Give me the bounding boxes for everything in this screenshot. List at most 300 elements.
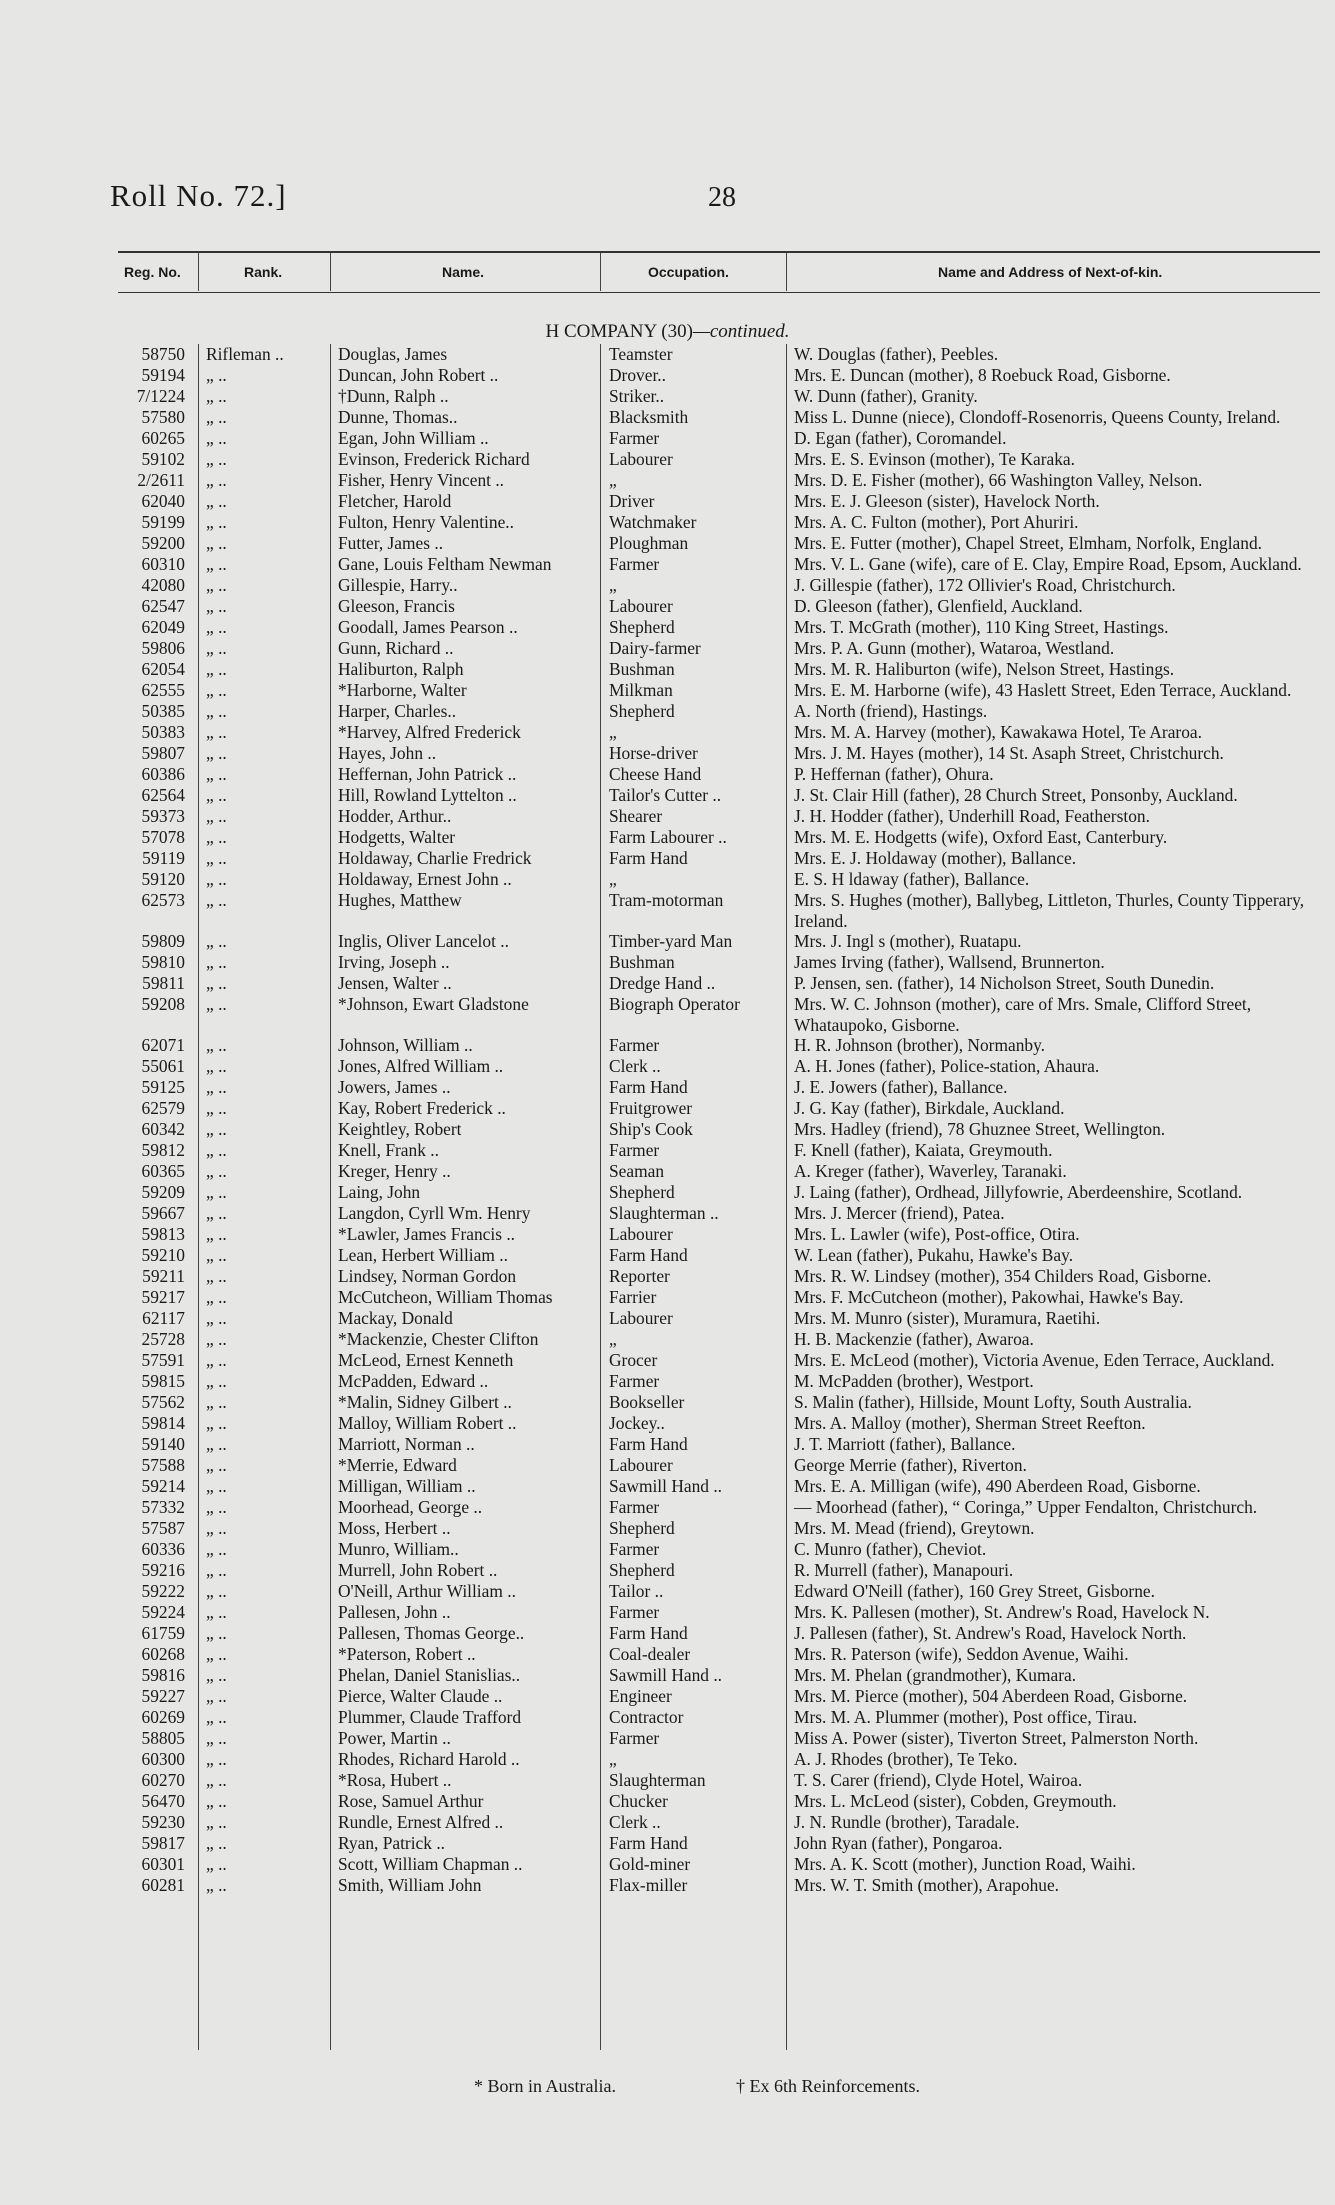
next-of-kin: Mrs. Hadley (friend), 78 Ghuznee Street, Wellington. bbox=[794, 1119, 1166, 1139]
next-of-kin: H. B. Mackenzie (father), Awaroa. bbox=[794, 1329, 1034, 1349]
next-of-kin: A. North (friend), Hastings. bbox=[794, 701, 988, 721]
next-of-kin: Mrs. L. McLeod (sister), Cobden, Greymouth. bbox=[794, 1791, 1117, 1811]
soldier-name: Keightley, Robert bbox=[338, 1119, 462, 1139]
occupation: Farm Labourer .. bbox=[609, 827, 727, 847]
reg-number: 25728 bbox=[141, 1329, 185, 1349]
reg-number: 59373 bbox=[141, 806, 185, 826]
reg-number: 60268 bbox=[141, 1644, 185, 1664]
next-of-kin: James Irving (father), Wallsend, Brunnerton. bbox=[794, 952, 1105, 972]
table-row bbox=[0, 890, 1335, 931]
reg-number: 58750 bbox=[141, 344, 185, 364]
occupation: Tram-motorman bbox=[609, 890, 724, 910]
occupation: Milkman bbox=[609, 680, 673, 700]
table-row bbox=[0, 407, 1335, 428]
next-of-kin: — Moorhead (father), “ Coringa,” Upper Fendalton, Christchurch. bbox=[794, 1497, 1258, 1517]
occupation: Dredge Hand .. bbox=[609, 973, 716, 993]
occupation: Labourer bbox=[609, 596, 673, 616]
reg-number: 59140 bbox=[141, 1434, 185, 1454]
soldier-name: Douglas, James bbox=[338, 344, 448, 364]
reg-number: 62579 bbox=[141, 1098, 185, 1118]
reg-number: 60342 bbox=[141, 1119, 185, 1139]
table-top-rule bbox=[118, 251, 1320, 253]
occupation: Tailor .. bbox=[609, 1581, 664, 1601]
next-of-kin: Mrs. E. McLeod (mother), Victoria Avenue, Eden Terrace, Auckland. bbox=[794, 1350, 1275, 1370]
table-row bbox=[0, 1539, 1335, 1560]
table-row bbox=[0, 994, 1335, 1035]
table-row bbox=[0, 1077, 1335, 1098]
table-row bbox=[0, 533, 1335, 554]
soldier-name: Inglis, Oliver Lancelot .. bbox=[338, 931, 509, 951]
occupation: Farmer bbox=[609, 1497, 660, 1517]
soldier-name: *Harvey, Alfred Frederick bbox=[338, 722, 521, 742]
occupation: Farmer bbox=[609, 1371, 660, 1391]
table-row bbox=[0, 1266, 1335, 1287]
soldier-name: *Merrie, Edward bbox=[338, 1455, 457, 1475]
rank: „ .. bbox=[206, 1245, 227, 1265]
footnote-born-australia: * Born in Australia. bbox=[474, 2076, 616, 2096]
reg-number: 59211 bbox=[142, 1266, 185, 1286]
soldier-name: Malloy, William Robert .. bbox=[338, 1413, 517, 1433]
rank: „ .. bbox=[206, 701, 227, 721]
next-of-kin: Mrs. P. A. Gunn (mother), Wataroa, Westland. bbox=[794, 638, 1115, 658]
occupation: Shepherd bbox=[609, 701, 675, 721]
table-row bbox=[0, 827, 1335, 848]
rank: „ .. bbox=[206, 386, 227, 406]
occupation: Labourer bbox=[609, 1455, 673, 1475]
next-of-kin: George Merrie (father), Riverton. bbox=[794, 1455, 1027, 1475]
occupation: „ bbox=[609, 722, 617, 742]
table-row bbox=[0, 1812, 1335, 1833]
table-row bbox=[0, 1623, 1335, 1644]
next-of-kin: Mrs. E. Duncan (mother), 8 Roebuck Road, Gisborne. bbox=[794, 365, 1171, 385]
rank: „ .. bbox=[206, 1392, 227, 1412]
table-row bbox=[0, 931, 1335, 952]
reg-number: 61759 bbox=[141, 1623, 185, 1643]
rank: „ .. bbox=[206, 1119, 227, 1139]
rank: „ .. bbox=[206, 931, 227, 951]
column-header-rank: Rank. bbox=[244, 264, 283, 280]
reg-number: 62555 bbox=[141, 680, 185, 700]
occupation: Gold-miner bbox=[609, 1854, 691, 1874]
soldier-name: Hughes, Matthew bbox=[338, 890, 462, 910]
soldier-name: *Rosa, Hubert .. bbox=[338, 1770, 452, 1790]
reg-number: 55061 bbox=[141, 1056, 185, 1076]
table-row bbox=[0, 449, 1335, 470]
rank: „ .. bbox=[206, 470, 227, 490]
rank: „ .. bbox=[206, 638, 227, 658]
table-row bbox=[0, 952, 1335, 973]
reg-number: 59814 bbox=[141, 1413, 185, 1433]
occupation: Drover.. bbox=[609, 365, 666, 385]
table-row bbox=[0, 1245, 1335, 1266]
soldier-name: Rose, Samuel Arthur bbox=[338, 1791, 484, 1811]
reg-number: 56470 bbox=[141, 1791, 185, 1811]
occupation: Farm Hand bbox=[609, 1077, 688, 1097]
table-row bbox=[0, 1875, 1335, 1896]
soldier-name: Irving, Joseph .. bbox=[338, 952, 450, 972]
next-of-kin: T. S. Carer (friend), Clyde Hotel, Wairoa. bbox=[794, 1770, 1083, 1790]
next-of-kin: Mrs. F. McCutcheon (mother), Pakowhai, Hawke's Bay. bbox=[794, 1287, 1184, 1307]
rank: „ .. bbox=[206, 407, 227, 427]
reg-number: 57591 bbox=[141, 1350, 185, 1370]
next-of-kin: Mrs. A. C. Fulton (mother), Port Ahuriri. bbox=[794, 512, 1079, 532]
table-row bbox=[0, 638, 1335, 659]
rank: „ .. bbox=[206, 1266, 227, 1286]
reg-number: 59222 bbox=[141, 1581, 185, 1601]
occupation: Contractor bbox=[609, 1707, 684, 1727]
soldier-name: Gane, Louis Feltham Newman bbox=[338, 554, 552, 574]
occupation: Shepherd bbox=[609, 617, 675, 637]
reg-number: 57587 bbox=[141, 1518, 185, 1538]
occupation: Bushman bbox=[609, 659, 675, 679]
next-of-kin: R. Murrell (father), Manapouri. bbox=[794, 1560, 1014, 1580]
rank: „ .. bbox=[206, 764, 227, 784]
next-of-kin: Mrs. M. A. Harvey (mother), Kawakawa Hotel, Te Araroa. bbox=[794, 722, 1202, 742]
table-row bbox=[0, 596, 1335, 617]
next-of-kin: Mrs. L. Lawler (wife), Post-office, Otira. bbox=[794, 1224, 1080, 1244]
rank: „ .. bbox=[206, 1140, 227, 1160]
occupation: Farm Hand bbox=[609, 1623, 688, 1643]
table-row bbox=[0, 1056, 1335, 1077]
reg-number: 59200 bbox=[141, 533, 185, 553]
section-name: H COMPANY (30) bbox=[545, 321, 693, 342]
rank: „ .. bbox=[206, 1812, 227, 1832]
soldier-name: Laing, John bbox=[338, 1182, 421, 1202]
occupation: Slaughterman bbox=[609, 1770, 706, 1790]
table-row bbox=[0, 470, 1335, 491]
occupation: Farmer bbox=[609, 1035, 660, 1055]
soldier-name: Holdaway, Charlie Fredrick bbox=[338, 848, 532, 868]
column-header-occupation: Occupation. bbox=[648, 264, 729, 280]
occupation: Ploughman bbox=[609, 533, 689, 553]
table-row bbox=[0, 1602, 1335, 1623]
table-row bbox=[0, 1581, 1335, 1602]
occupation: Clerk .. bbox=[609, 1056, 661, 1076]
table-row bbox=[0, 1476, 1335, 1497]
reg-number: 62040 bbox=[141, 491, 185, 511]
rank: „ .. bbox=[206, 1371, 227, 1391]
table-row bbox=[0, 785, 1335, 806]
reg-number: 60281 bbox=[141, 1875, 185, 1895]
rank: „ .. bbox=[206, 994, 227, 1014]
table-row bbox=[0, 1854, 1335, 1875]
occupation: Bookseller bbox=[609, 1392, 685, 1412]
table-row bbox=[0, 1728, 1335, 1749]
reg-number: 59214 bbox=[141, 1476, 185, 1496]
occupation: Blacksmith bbox=[609, 407, 689, 427]
rank: „ .. bbox=[206, 1455, 227, 1475]
occupation: Labourer bbox=[609, 1308, 673, 1328]
table-row bbox=[0, 428, 1335, 449]
roll-number: Roll No. 72.] bbox=[110, 178, 287, 213]
soldier-name: Ryan, Patrick .. bbox=[338, 1833, 446, 1853]
occupation: Timber-yard Man bbox=[609, 931, 733, 951]
table-row bbox=[0, 1140, 1335, 1161]
next-of-kin: Mrs. M. Pierce (mother), 504 Aberdeen Road, Gisborne. bbox=[794, 1686, 1188, 1706]
occupation: Engineer bbox=[609, 1686, 672, 1706]
reg-number: 59194 bbox=[141, 365, 185, 385]
rank: „ .. bbox=[206, 449, 227, 469]
soldier-name: Gillespie, Harry.. bbox=[338, 575, 458, 595]
page-number: 28 bbox=[708, 182, 736, 213]
reg-number: 60270 bbox=[141, 1770, 185, 1790]
reg-number: 59230 bbox=[141, 1812, 185, 1832]
next-of-kin: Mrs. M. A. Plummer (mother), Post office, Tirau. bbox=[794, 1707, 1138, 1727]
next-of-kin: Mrs. E. Futter (mother), Chapel Street, Elmham, Norfolk, England. bbox=[794, 533, 1263, 553]
next-of-kin: H. R. Johnson (brother), Normanby. bbox=[794, 1035, 1046, 1055]
next-of-kin: D. Egan (father), Coromandel. bbox=[794, 428, 1007, 448]
soldier-name: †Dunn, Ralph .. bbox=[338, 386, 449, 406]
occupation: Labourer bbox=[609, 1224, 673, 1244]
reg-number: 2/2611 bbox=[137, 470, 185, 490]
soldier-name: Milligan, William .. bbox=[338, 1476, 476, 1496]
next-of-kin: J. Gillespie (father), 172 Ollivier's Road, Christchurch. bbox=[794, 575, 1176, 595]
next-of-kin: Mrs. S. Hughes (mother), Ballybeg, Littleton, Thurles, County Tipperary, Ireland. bbox=[794, 890, 1305, 931]
rank: „ .. bbox=[206, 365, 227, 385]
soldier-name: Mackay, Donald bbox=[338, 1308, 453, 1328]
reg-number: 59209 bbox=[141, 1182, 185, 1202]
occupation: Tailor's Cutter .. bbox=[609, 785, 722, 805]
table-row bbox=[0, 1791, 1335, 1812]
soldier-name: O'Neill, Arthur William .. bbox=[338, 1581, 516, 1601]
occupation: Farm Hand bbox=[609, 1833, 688, 1853]
soldier-name: Plummer, Claude Trafford bbox=[338, 1707, 522, 1727]
reg-number: 50385 bbox=[141, 701, 185, 721]
soldier-name: Hill, Rowland Lyttelton .. bbox=[338, 785, 517, 805]
reg-number: 59816 bbox=[141, 1665, 185, 1685]
reg-number: 42080 bbox=[141, 575, 185, 595]
table-row bbox=[0, 1413, 1335, 1434]
footnote-reinforcements: † Ex 6th Reinforcements. bbox=[736, 2076, 920, 2096]
next-of-kin: A. Kreger (father), Waverley, Taranaki. bbox=[794, 1161, 1067, 1181]
rank: „ .. bbox=[206, 1203, 227, 1223]
reg-number: 60336 bbox=[141, 1539, 185, 1559]
occupation: Slaughterman .. bbox=[609, 1203, 719, 1223]
next-of-kin: Mrs. M. E. Hodgetts (wife), Oxford East, Canterbury. bbox=[794, 827, 1168, 847]
occupation: Fruitgrower bbox=[609, 1098, 693, 1118]
soldier-name: McPadden, Edward .. bbox=[338, 1371, 489, 1391]
reg-number: 59224 bbox=[141, 1602, 185, 1622]
rank: „ .. bbox=[206, 952, 227, 972]
occupation: Seaman bbox=[609, 1161, 665, 1181]
occupation: Ship's Cook bbox=[609, 1119, 693, 1139]
next-of-kin: F. Knell (father), Kaiata, Greymouth. bbox=[794, 1140, 1053, 1160]
rank: „ .. bbox=[206, 1329, 227, 1349]
rank: „ .. bbox=[206, 806, 227, 826]
occupation: Chucker bbox=[609, 1791, 668, 1811]
table-row bbox=[0, 512, 1335, 533]
table-row bbox=[0, 1686, 1335, 1707]
soldier-name: Langdon, Cyrll Wm. Henry bbox=[338, 1203, 531, 1223]
next-of-kin: Mrs. J. Ingl s (mother), Ruatapu. bbox=[794, 931, 1022, 951]
rank: „ .. bbox=[206, 428, 227, 448]
rank: „ .. bbox=[206, 743, 227, 763]
rank: „ .. bbox=[206, 1791, 227, 1811]
occupation: Farmer bbox=[609, 428, 660, 448]
soldier-name: McCutcheon, William Thomas bbox=[338, 1287, 553, 1307]
table-row bbox=[0, 701, 1335, 722]
reg-number: 59809 bbox=[141, 931, 185, 951]
rank: „ .. bbox=[206, 1308, 227, 1328]
reg-number: 59810 bbox=[141, 952, 185, 972]
reg-number: 62071 bbox=[141, 1035, 185, 1055]
occupation: Teamster bbox=[609, 344, 673, 364]
soldier-name: Pallesen, Thomas George.. bbox=[338, 1623, 525, 1643]
next-of-kin: Mrs. M. Mead (friend), Greytown. bbox=[794, 1518, 1035, 1538]
next-of-kin: J. St. Clair Hill (father), 28 Church Street, Ponsonby, Auckland. bbox=[794, 785, 1238, 805]
table-row bbox=[0, 1560, 1335, 1581]
occupation: Sawmill Hand .. bbox=[609, 1665, 723, 1685]
rank: „ .. bbox=[206, 1854, 227, 1874]
soldier-name: Gunn, Richard .. bbox=[338, 638, 454, 658]
soldier-name: Kreger, Henry .. bbox=[338, 1161, 451, 1181]
next-of-kin: Mrs. J. M. Hayes (mother), 14 St. Asaph Street, Christchurch. bbox=[794, 743, 1224, 763]
table-row bbox=[0, 554, 1335, 575]
soldier-name: Rhodes, Richard Harold .. bbox=[338, 1749, 520, 1769]
table-row bbox=[0, 1035, 1335, 1056]
next-of-kin: P. Jensen, sen. (father), 14 Nicholson Street, South Dunedin. bbox=[794, 973, 1215, 993]
reg-number: 50383 bbox=[141, 722, 185, 742]
table-row bbox=[0, 1518, 1335, 1539]
occupation: Clerk .. bbox=[609, 1812, 661, 1832]
column-header-kin: Name and Address of Next-of-kin. bbox=[938, 264, 1163, 280]
rank: „ .. bbox=[206, 1077, 227, 1097]
reg-number: 59813 bbox=[141, 1224, 185, 1244]
rank: „ .. bbox=[206, 512, 227, 532]
table-row bbox=[0, 1182, 1335, 1203]
occupation: Farrier bbox=[609, 1287, 657, 1307]
rank: „ .. bbox=[206, 1644, 227, 1664]
table-row bbox=[0, 491, 1335, 512]
table-head-rule bbox=[118, 292, 1320, 293]
occupation: Horse-driver bbox=[609, 743, 698, 763]
soldier-name: Marriott, Norman .. bbox=[338, 1434, 475, 1454]
soldier-name: Hayes, John .. bbox=[338, 743, 437, 763]
rank: „ .. bbox=[206, 869, 227, 889]
soldier-name: Gleeson, Francis bbox=[338, 596, 455, 616]
next-of-kin: W. Dunn (father), Granity. bbox=[794, 386, 978, 406]
next-of-kin: J. N. Rundle (brother), Taradale. bbox=[794, 1812, 1020, 1832]
rank: „ .. bbox=[206, 1182, 227, 1202]
reg-number: 62547 bbox=[141, 596, 185, 616]
occupation: Jockey.. bbox=[609, 1413, 665, 1433]
reg-number: 60365 bbox=[141, 1161, 185, 1181]
next-of-kin: John Ryan (father), Pongaroa. bbox=[794, 1833, 1003, 1853]
reg-number: 59817 bbox=[141, 1833, 185, 1853]
soldier-name: Murrell, John Robert .. bbox=[338, 1560, 498, 1580]
soldier-name: Harper, Charles.. bbox=[338, 701, 457, 721]
table-row bbox=[0, 1224, 1335, 1245]
soldier-name: *Lawler, James Francis .. bbox=[338, 1224, 516, 1244]
rank: „ .. bbox=[206, 554, 227, 574]
soldier-name: McLeod, Ernest Kenneth bbox=[338, 1350, 514, 1370]
reg-number: 60265 bbox=[141, 428, 185, 448]
reg-number: 59667 bbox=[141, 1203, 185, 1223]
soldier-name: *Johnson, Ewart Gladstone bbox=[338, 994, 529, 1014]
occupation: Sawmill Hand .. bbox=[609, 1476, 723, 1496]
reg-number: 59807 bbox=[141, 743, 185, 763]
rank: „ .. bbox=[206, 1560, 227, 1580]
next-of-kin: Mrs. D. E. Fisher (mother), 66 Washington Valley, Nelson. bbox=[794, 470, 1203, 490]
rank: „ .. bbox=[206, 1665, 227, 1685]
next-of-kin: Mrs. W. C. Johnson (mother), care of Mrs. Smale, Clifford Street, Whataupoko, Gisborne. bbox=[794, 994, 1252, 1035]
soldier-name: *Mackenzie, Chester Clifton bbox=[338, 1329, 539, 1349]
rank: Rifleman .. bbox=[206, 344, 284, 364]
next-of-kin: J. Laing (father), Ordhead, Jillyfowrie, Aberdeenshire, Scotland. bbox=[794, 1182, 1243, 1202]
table-row bbox=[0, 1434, 1335, 1455]
soldier-name: Jensen, Walter .. bbox=[338, 973, 452, 993]
table-row bbox=[0, 1371, 1335, 1392]
next-of-kin: D. Gleeson (father), Glenfield, Auckland. bbox=[794, 596, 1083, 616]
occupation: „ bbox=[609, 1329, 617, 1349]
next-of-kin: M. McPadden (brother), Westport. bbox=[794, 1371, 1034, 1391]
occupation: Bushman bbox=[609, 952, 675, 972]
occupation: „ bbox=[609, 1749, 617, 1769]
soldier-name: Scott, William Chapman .. bbox=[338, 1854, 523, 1874]
next-of-kin: Mrs. V. L. Gane (wife), care of E. Clay, Empire Road, Epsom, Auckland. bbox=[794, 554, 1302, 574]
table-row bbox=[0, 659, 1335, 680]
table-row bbox=[0, 1287, 1335, 1308]
reg-number: 60269 bbox=[141, 1707, 185, 1727]
occupation: Biograph Operator bbox=[609, 994, 740, 1014]
rank: „ .. bbox=[206, 1539, 227, 1559]
occupation: Shearer bbox=[609, 806, 663, 826]
soldier-name: Knell, Frank .. bbox=[338, 1140, 439, 1160]
reg-number: 59119 bbox=[142, 848, 185, 868]
table-row bbox=[0, 743, 1335, 764]
rank: „ .. bbox=[206, 617, 227, 637]
rank: „ .. bbox=[206, 1875, 227, 1895]
soldier-name: Heffernan, John Patrick .. bbox=[338, 764, 517, 784]
rank: „ .. bbox=[206, 1161, 227, 1181]
rank: „ .. bbox=[206, 827, 227, 847]
rank: „ .. bbox=[206, 1035, 227, 1055]
occupation: Farmer bbox=[609, 1602, 660, 1622]
reg-number: 57588 bbox=[141, 1455, 185, 1475]
occupation: Farmer bbox=[609, 1539, 660, 1559]
reg-number: 62054 bbox=[141, 659, 185, 679]
rank: „ .. bbox=[206, 973, 227, 993]
soldier-name: *Malin, Sidney Gilbert .. bbox=[338, 1392, 512, 1412]
next-of-kin: Miss L. Dunne (niece), Clondoff-Rosenorris, Queens County, Ireland. bbox=[794, 407, 1281, 427]
soldier-name: *Harborne, Walter bbox=[338, 680, 467, 700]
table-row bbox=[0, 575, 1335, 596]
rank: „ .. bbox=[206, 1833, 227, 1853]
reg-number: 58805 bbox=[141, 1728, 185, 1748]
occupation: Grocer bbox=[609, 1350, 658, 1370]
occupation: Flax-miller bbox=[609, 1875, 688, 1895]
column-header-reg: Reg. No. bbox=[124, 264, 181, 280]
column-divider bbox=[330, 253, 331, 291]
next-of-kin: W. Douglas (father), Peebles. bbox=[794, 344, 999, 364]
reg-number: 59216 bbox=[141, 1560, 185, 1580]
reg-number: 59806 bbox=[141, 638, 185, 658]
occupation: Farm Hand bbox=[609, 1434, 688, 1454]
next-of-kin: A. H. Jones (father), Police-station, Ahaura. bbox=[794, 1056, 1100, 1076]
soldier-name: Smith, William John bbox=[338, 1875, 482, 1895]
roll-table-body bbox=[0, 344, 1335, 1896]
table-row bbox=[0, 973, 1335, 994]
next-of-kin: Mrs. A. K. Scott (mother), Junction Road, Waihi. bbox=[794, 1854, 1136, 1874]
occupation: „ bbox=[609, 869, 617, 889]
table-row bbox=[0, 869, 1335, 890]
next-of-kin: J. G. Kay (father), Birkdale, Auckland. bbox=[794, 1098, 1065, 1118]
rank: „ .. bbox=[206, 1770, 227, 1790]
soldier-name: Fletcher, Harold bbox=[338, 491, 452, 511]
occupation: Farmer bbox=[609, 1728, 660, 1748]
reg-number: 59217 bbox=[141, 1287, 185, 1307]
next-of-kin: Mrs. M. R. Haliburton (wife), Nelson Street, Hastings. bbox=[794, 659, 1175, 679]
